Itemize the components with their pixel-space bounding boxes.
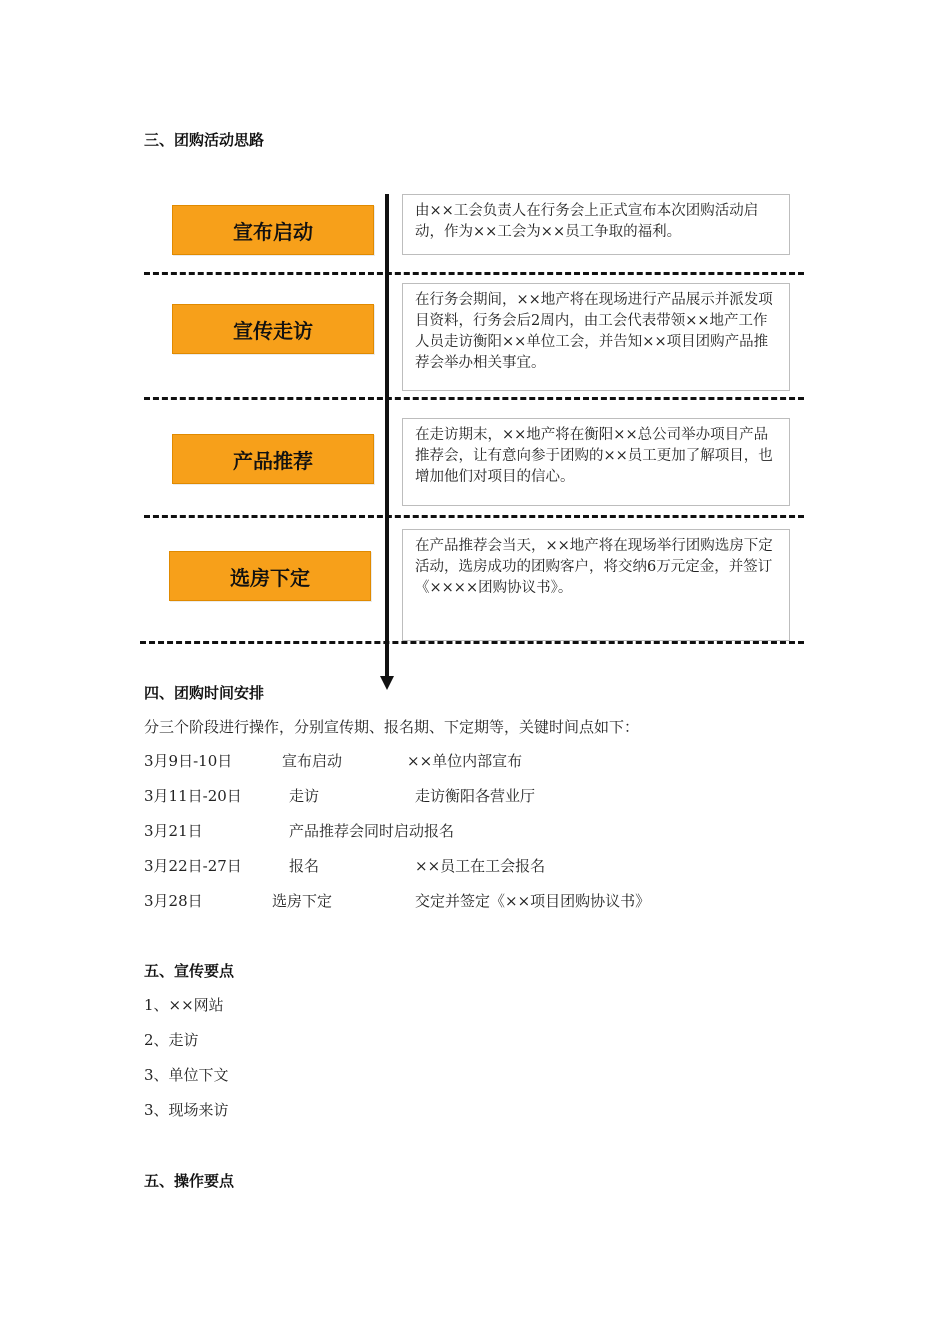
schedule-detail: ××员工在工会报名	[415, 857, 546, 875]
list-item: 2、走访	[144, 1031, 199, 1049]
schedule-phase: 宣布启动	[282, 752, 343, 770]
stage-box-1: 宣布启动	[172, 205, 374, 255]
schedule-intro: 分三个阶段进行操作，分别宣传期、报名期、下定期等，关键时间点如下：	[144, 718, 640, 736]
list-item: 3、单位下文	[144, 1066, 229, 1084]
section4-title: 四、团购时间安排	[144, 684, 265, 702]
divider-4	[140, 641, 804, 644]
schedule-detail: 产品推荐会同时启动报名	[289, 822, 455, 840]
timeline-line	[385, 194, 389, 676]
schedule-date: 3月9日-10日	[144, 752, 233, 770]
schedule-phase: 选房下定	[272, 892, 333, 910]
stage-desc-3: 在走访期末，××地产将在衡阳××总公司举办项目产品推荐会，让有意向参于团购的××员工更加了解项目，也增加他们对项目的信心。	[402, 418, 790, 506]
schedule-date: 3月28日	[144, 892, 203, 910]
schedule-date: 3月11日-20日	[144, 787, 242, 805]
schedule-date: 3月22日-27日	[144, 857, 242, 875]
section5-title: 五、宣传要点	[144, 962, 235, 980]
schedule-detail: 交定并签定《××项目团购协议书》	[415, 892, 651, 910]
section6-title: 五、操作要点	[144, 1172, 235, 1190]
schedule-detail: ××单位内部宣布	[407, 752, 523, 770]
divider-1	[144, 272, 804, 275]
schedule-detail: 走访衡阳各营业厅	[415, 787, 536, 805]
list-item: 3、现场来访	[144, 1101, 229, 1119]
stage-desc-1: 由××工会负责人在行务会上正式宣布本次团购活动启动，作为××工会为××员工争取的福利。	[402, 194, 790, 255]
stage-box-2: 宣传走访	[172, 304, 374, 354]
list-item: 1、××网站	[144, 996, 224, 1014]
stage-desc-4: 在产品推荐会当天，××地产将在现场举行团购选房下定活动，选房成功的团购客户，将交纳6万元定金，并签订《××××团购协议书》。	[402, 529, 790, 641]
stage-desc-2: 在行务会期间，××地产将在现场进行产品展示并派发项目资料，行务会后2周内，由工会代表带领××地产工作人员走访衡阳××单位工会，并告知××项目团购产品推荐会举办相关事宜。	[402, 283, 790, 391]
timeline-arrow-icon	[380, 676, 394, 690]
schedule-date: 3月21日	[144, 822, 203, 840]
stage-box-3: 产品推荐	[172, 434, 374, 484]
schedule-phase: 走访	[289, 787, 320, 805]
schedule-phase: 报名	[289, 857, 320, 875]
stage-box-4: 选房下定	[169, 551, 371, 601]
divider-2	[144, 397, 804, 400]
section3-title: 三、团购活动思路	[144, 131, 265, 149]
divider-3	[144, 515, 804, 518]
